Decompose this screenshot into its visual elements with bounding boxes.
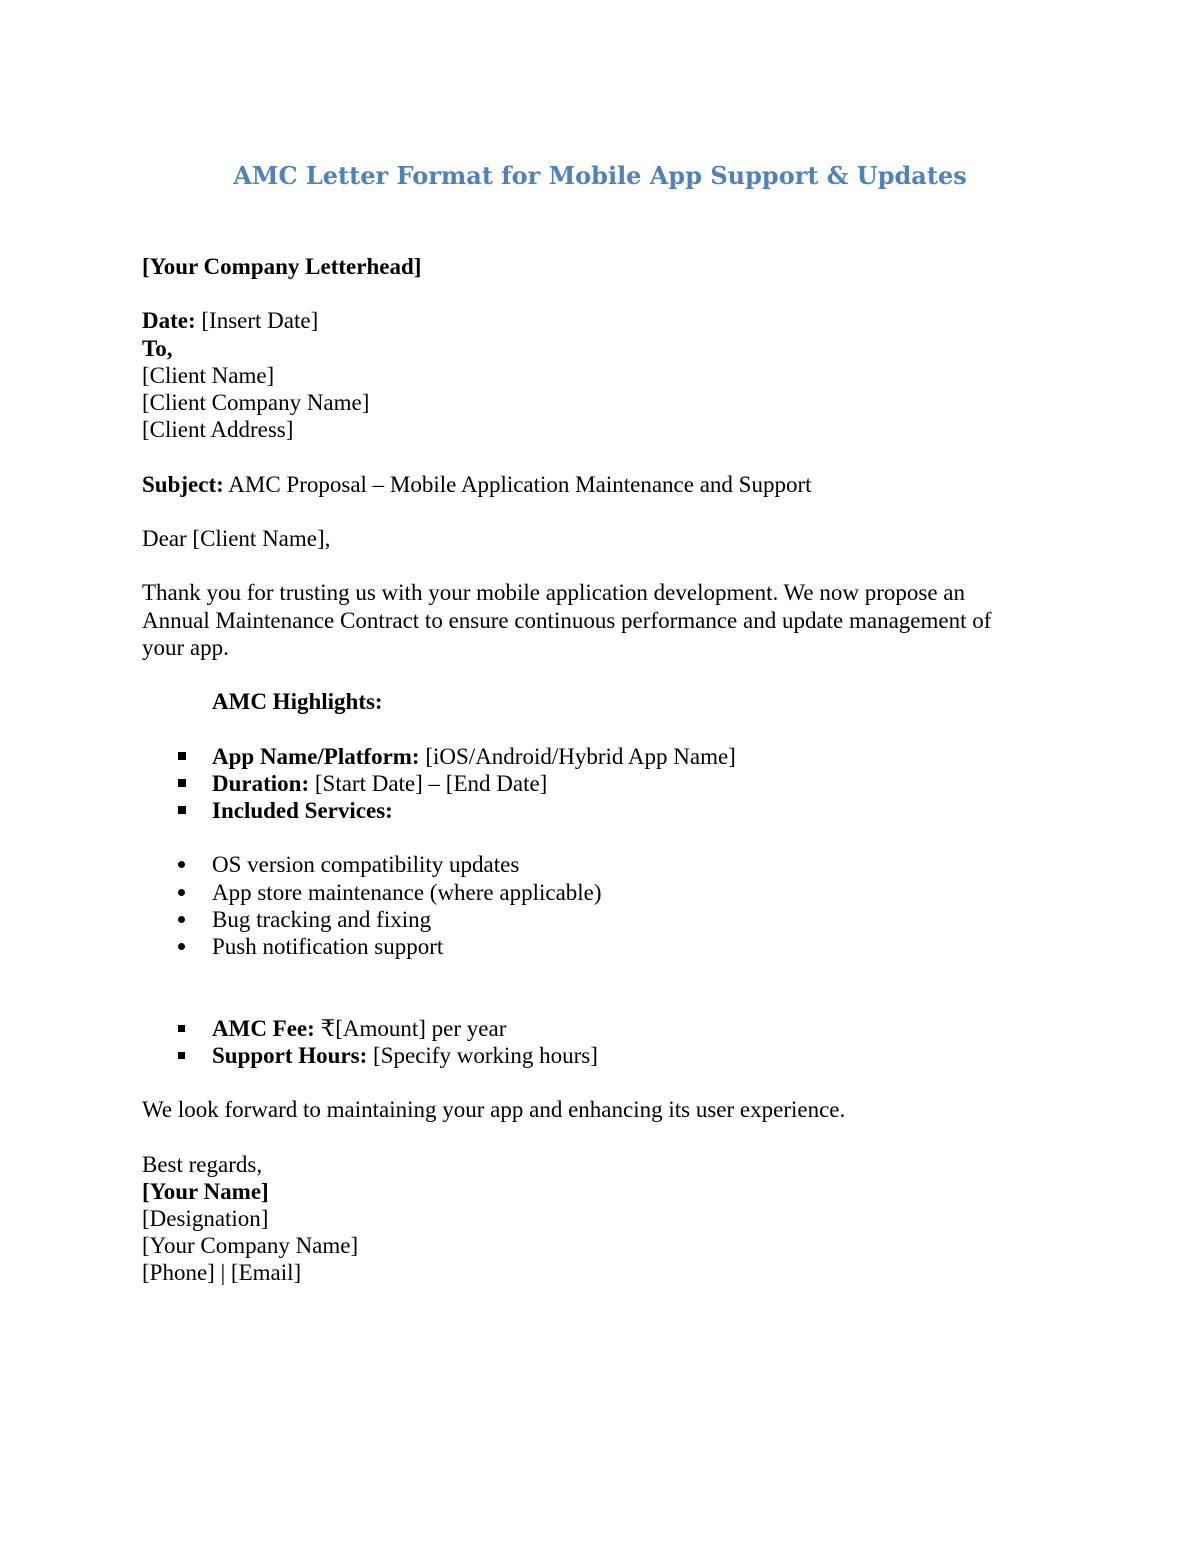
term-item — [142, 1042, 1042, 1069]
terms-list — [142, 1015, 1042, 1069]
closing-line: We look forward to maintaining your app and enhancing its user experience. — [142, 1097, 846, 1123]
intro-line-2: Annual Maintenance Contract to ensure continuous performance and update management of — [142, 607, 992, 633]
round-bullet-icon — [178, 889, 185, 896]
service-text: Push notification support — [212, 933, 444, 959]
highlight-label: Included Services: — [212, 797, 393, 823]
term-value: [Specify working hours] — [367, 1042, 598, 1068]
subject-value: AMC Proposal – Mobile Application Maintenance and Support — [223, 471, 812, 497]
intro-line-3: your app. — [142, 634, 229, 660]
round-bullet-icon — [178, 861, 185, 868]
square-bullet-icon — [178, 806, 186, 814]
subject-line — [142, 471, 1042, 498]
services-list — [142, 851, 1042, 960]
service-item — [142, 851, 1042, 878]
round-bullet-icon — [178, 943, 185, 950]
signature-company: [Your Company Name] — [142, 1233, 359, 1259]
signature-contact: [Phone] | [Email] — [142, 1260, 302, 1286]
highlight-value: [iOS/Android/Hybrid App Name] — [419, 743, 736, 769]
intro-line-1: Thank you for trusting us with your mobile application development. We now propose an — [142, 580, 966, 606]
term-item — [142, 1015, 1042, 1042]
letterhead-placeholder: [Your Company Letterhead] — [142, 254, 422, 279]
service-text: OS version compatibility updates — [212, 852, 520, 878]
signature-designation: [Designation] — [142, 1205, 269, 1231]
term-label: AMC Fee: — [212, 1015, 315, 1041]
recipient-address: [Client Address] — [142, 417, 294, 443]
sign-off: Best regards, — [142, 1151, 263, 1177]
highlight-item — [142, 743, 1042, 770]
recipient-company: [Client Company Name] — [142, 390, 370, 415]
square-bullet-icon — [178, 1052, 185, 1059]
highlights-heading: AMC Highlights: — [212, 689, 383, 715]
letter-body — [142, 253, 1042, 1287]
round-bullet-icon — [178, 916, 185, 923]
service-text: App store maintenance (where applicable) — [212, 879, 602, 905]
highlight-value: [Start Date] – [End Date] — [309, 770, 548, 796]
term-value: ₹[Amount] per year — [314, 1015, 507, 1041]
recipient-name: [Client Name] — [142, 362, 275, 388]
square-bullet-icon — [178, 1025, 185, 1032]
signature-name: [Your Name] — [142, 1178, 269, 1204]
salutation: Dear [Client Name], — [142, 525, 331, 551]
highlight-label: Duration: — [212, 770, 310, 796]
square-bullet-icon — [178, 779, 186, 787]
date-value: [Insert Date] — [195, 308, 319, 334]
service-item — [142, 933, 1042, 960]
highlight-item — [142, 770, 1042, 797]
square-bullet-icon — [178, 752, 186, 760]
highlight-item — [142, 797, 1042, 824]
date-line — [142, 307, 1042, 334]
service-text: Bug tracking and fixing — [212, 906, 432, 932]
date-label: Date: — [142, 308, 196, 334]
document-title: AMC Letter Format for Mobile App Support & Updates — [233, 161, 967, 190]
subject-label: Subject: — [142, 471, 224, 497]
highlight-label: App Name/Platform: — [212, 743, 420, 769]
to-label: To, — [142, 335, 173, 361]
highlights-list — [142, 743, 1042, 825]
service-item — [142, 906, 1042, 933]
service-item — [142, 879, 1042, 906]
term-label: Support Hours: — [212, 1042, 368, 1068]
